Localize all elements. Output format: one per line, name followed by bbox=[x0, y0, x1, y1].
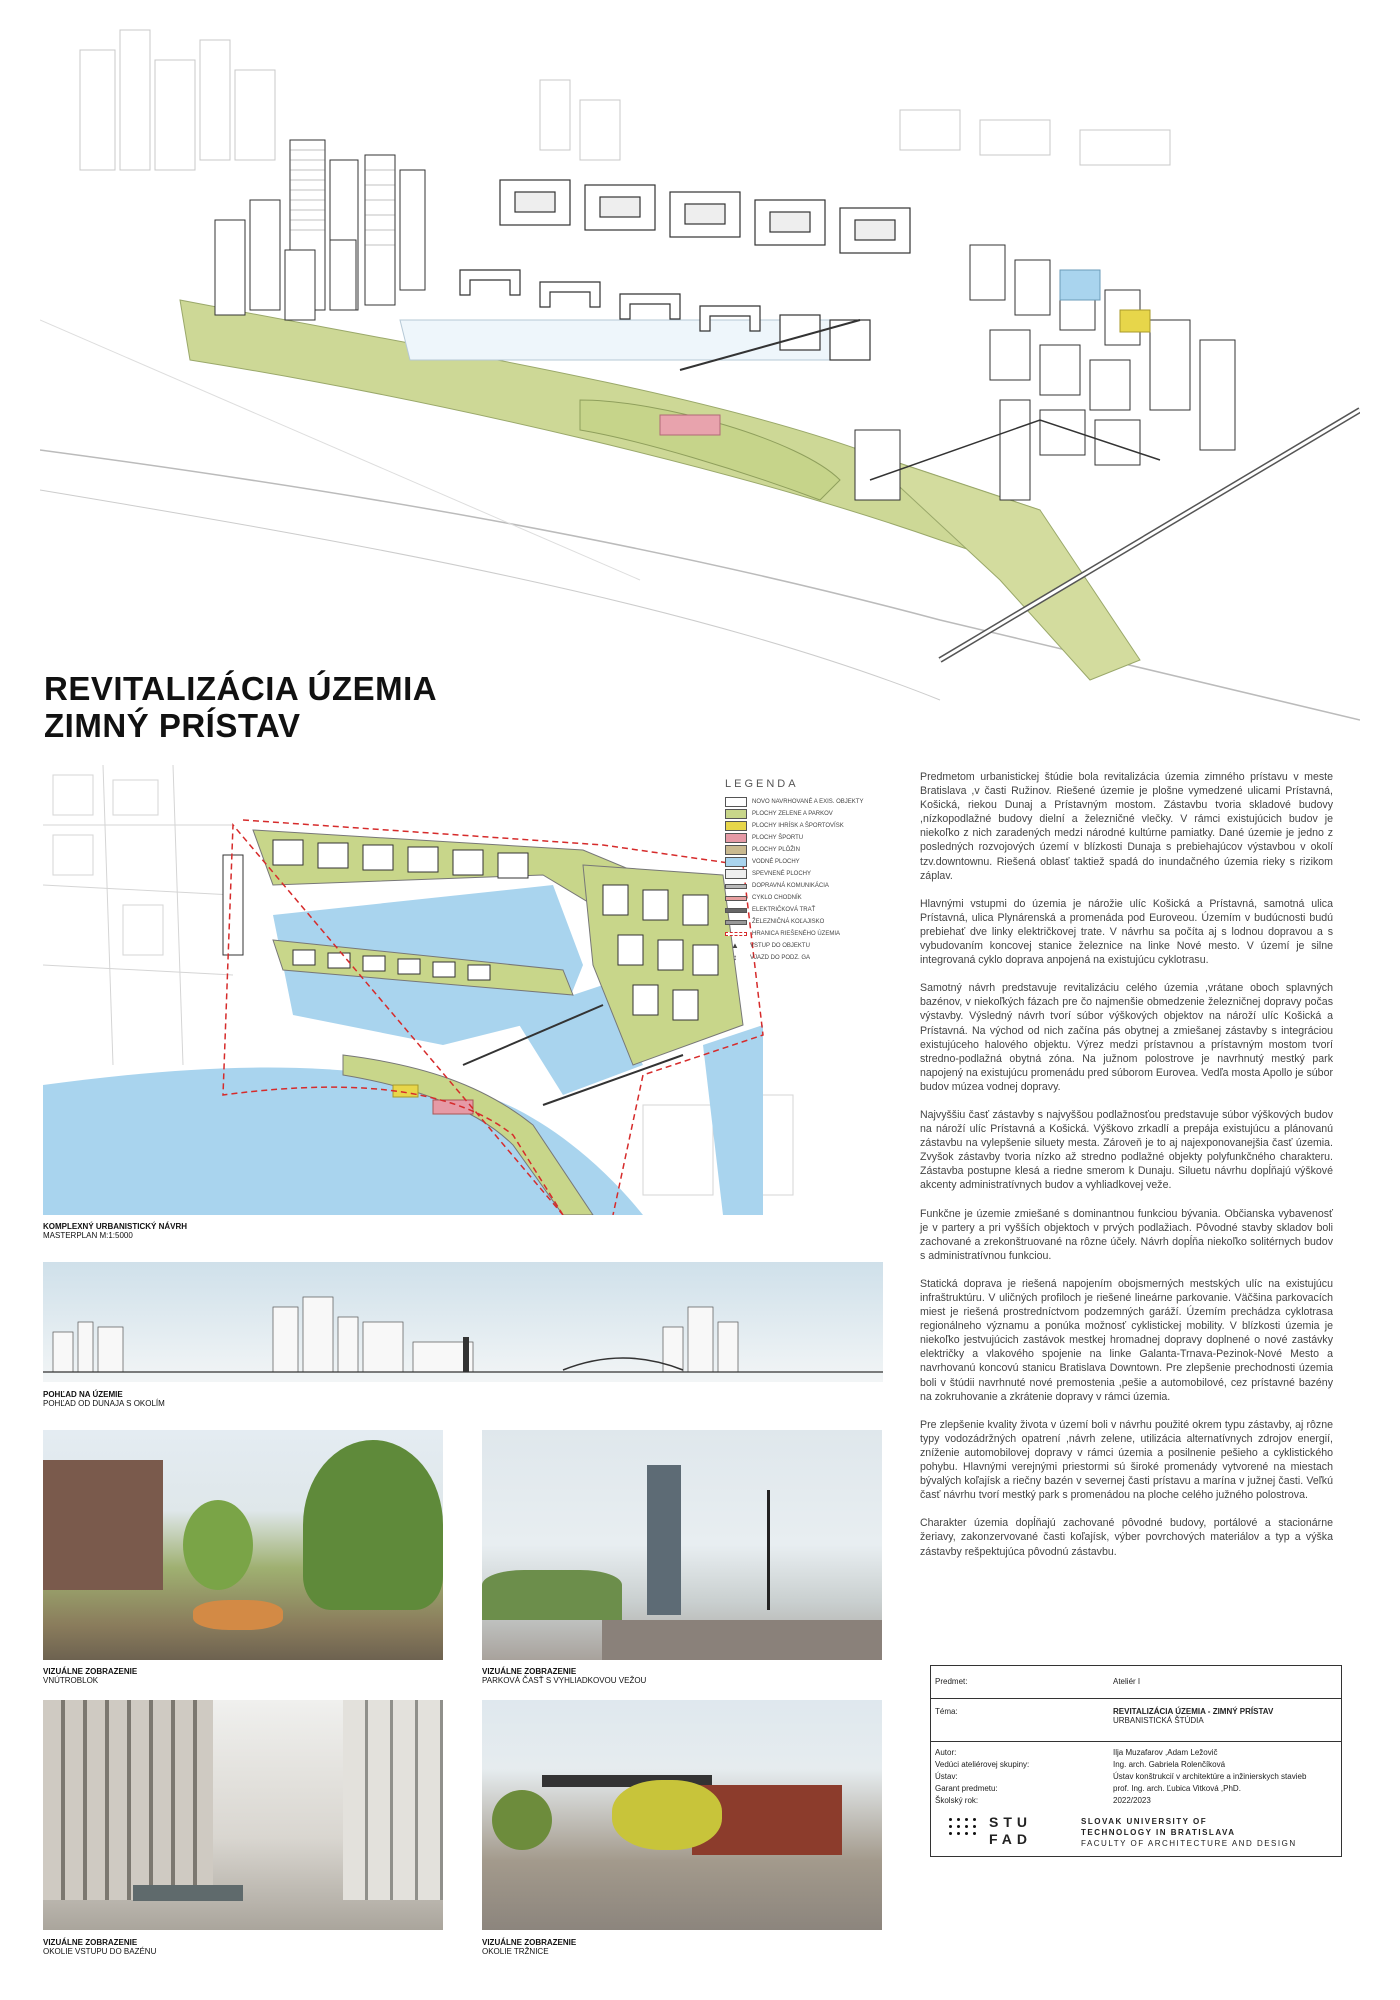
masterplan-caption bbox=[43, 1222, 187, 1240]
legend-item bbox=[725, 832, 885, 844]
greenery bbox=[482, 1570, 622, 1620]
legend-label: SPEVNENÉ PLOCHY bbox=[752, 871, 812, 877]
legend-swatch bbox=[725, 845, 747, 855]
stu-fad-logo bbox=[949, 1814, 1059, 1850]
render-courtyard-caption bbox=[43, 1667, 137, 1685]
caption-main: VIZUÁLNE ZOBRAZENIE bbox=[482, 1938, 577, 1947]
legend-item bbox=[725, 844, 885, 856]
paragraph: Najvyššiu časť zástavby s najvyššou podlažnosťou predstavuje súbor výškových budov na nároží ulíc Prístavná a Košická. Výškovo zrkadlí a prepája existujúcu a plánovanú zástavbu na vylepšenie siluety mesta. Zároveň je to aj najexponovanejšia časť územia. Zvyšok zástavby tvoria nízko až stredno podlažné objekty polyfunkčného charakteru. Zástavba postupne klesá a riedne smerom k Dunaju. Siluetu návrhu dopĺňajú výškové akcenty administratívnych budov a vyhliadkovej veže. bbox=[920, 1108, 1333, 1192]
facade-right bbox=[343, 1700, 443, 1900]
building-left bbox=[43, 1460, 163, 1590]
uni-line: TECHNOLOGY IN BRATISLAVA bbox=[1081, 1828, 1236, 1837]
legend-title: LEGENDA bbox=[725, 778, 799, 790]
legend-swatch: ↕ bbox=[733, 953, 737, 962]
playground bbox=[193, 1600, 283, 1630]
title-line-2: ZIMNÝ PRÍSTAV bbox=[44, 707, 301, 744]
info-value: REVITALIZÁCIA ÚZEMIA - ZIMNÝ PRÍSTAV bbox=[1113, 1707, 1274, 1716]
axonometric-view bbox=[40, 20, 1360, 760]
poster-title bbox=[44, 670, 437, 744]
info-value: Ústav konštrukcií v architektúre a inžinierskych stavieb bbox=[1113, 1772, 1307, 1781]
title-block bbox=[930, 1665, 1342, 1857]
university-name bbox=[1081, 1816, 1297, 1849]
legend-label: PLOCHY IHRÍSK A ŠPORTOVÍSK bbox=[752, 823, 844, 829]
info-label: Ústav: bbox=[935, 1772, 958, 1781]
legend-swatch bbox=[725, 920, 747, 925]
info-value: prof. Ing. arch. Ľubica Vitková ,PhD. bbox=[1113, 1784, 1241, 1793]
info-label: Garant predmetu: bbox=[935, 1784, 998, 1793]
legend-label: HRANICA RIEŠENÉHO ÚZEMIA bbox=[752, 931, 841, 937]
info-label: Školský rok: bbox=[935, 1796, 979, 1805]
facade-left bbox=[43, 1700, 213, 1900]
legend-label: NOVO NAVRHOVANÉ A EXIS. OBJEKTY bbox=[752, 799, 864, 805]
tree-right bbox=[303, 1440, 443, 1610]
legend-item bbox=[725, 940, 885, 952]
legend-item bbox=[725, 808, 885, 820]
render-pool-entrance-caption bbox=[43, 1938, 156, 1956]
legend-swatch bbox=[725, 884, 747, 889]
legend-swatch bbox=[725, 857, 747, 867]
paragraph: Funkčne je územie zmiešané s dominantnou funkciou bývania. Občianska vybavenosť je v partery a pri vyšších objektoch v prvých podlažiach. Pôvodné stavby skladov boli zachované a zrekonštruované na rôzne účely. Návrh dopĺňa niekoľko solitérnych budov s administratívnou funkciou. bbox=[920, 1207, 1333, 1262]
title-line-1: REVITALIZÁCIA ÚZEMIA bbox=[44, 670, 438, 707]
info-value: 2022/2023 bbox=[1113, 1796, 1151, 1805]
caption-sub: OKOLIE VSTUPU DO BAZÉNU bbox=[43, 1947, 157, 1956]
pool bbox=[133, 1885, 243, 1901]
legend-item bbox=[725, 820, 885, 832]
caption-main: KOMPLEXNÝ URBANISTICKÝ NÁVRH bbox=[43, 1222, 188, 1231]
legend-item bbox=[725, 880, 885, 892]
info-label: Autor: bbox=[935, 1748, 957, 1757]
legend-label: ŽELEZNIČNÁ KOĽAJISKO bbox=[752, 919, 825, 925]
legend-label: VSTUP DO OBJEKTU bbox=[750, 943, 810, 949]
caption-sub: VNÚTROBLOK bbox=[43, 1676, 99, 1685]
render-courtyard-image bbox=[43, 1430, 443, 1660]
viewing-tower bbox=[647, 1465, 681, 1615]
info-label: Vedúci ateliérovej skupiny: bbox=[935, 1760, 1030, 1769]
legend-item bbox=[725, 952, 885, 964]
render-market-hall-caption bbox=[482, 1938, 576, 1956]
panorama-caption bbox=[43, 1390, 165, 1408]
legend-swatch bbox=[725, 809, 747, 819]
caption-main: VIZUÁLNE ZOBRAZENIE bbox=[482, 1667, 577, 1676]
legend-label: ELEKTRIČKOVÁ TRAŤ bbox=[752, 907, 816, 913]
map-legend bbox=[725, 778, 885, 964]
legend-swatch: ▲ bbox=[731, 941, 739, 950]
legend-item bbox=[725, 868, 885, 880]
logo-dots bbox=[949, 1816, 985, 1837]
render-park-tower-image bbox=[482, 1430, 882, 1660]
render-market-hall-image bbox=[482, 1700, 882, 1930]
info-value: URBANISTICKÁ ŠTÚDIA bbox=[1113, 1716, 1204, 1725]
logo-stu: STU bbox=[989, 1814, 1032, 1830]
paragraph: Pre zlepšenie kvality života v území boli v návrhu použité okrem typu zástavby, aj rôzne typy vodozádržných opatrení ,návrh zelene, utilizácia alternatívnych zdrojov energií, zníženie automobilovej dopravy v rámci územia a posilnenie pešieho a cyklistického pohybu. Hlavnými verejnými priestormi sú široké promenády vytvorené na miestach bývalých koľajísk a riečny bazén v severnej časti prístavu a marína v južnej časti. Veľkú časť návrhu tvorí mestký park s promenádou na ploche celého južného polostrova. bbox=[920, 1418, 1333, 1502]
legend-label: CYKLO CHODNÍK bbox=[752, 895, 802, 901]
promenade bbox=[602, 1620, 882, 1660]
info-value: Ing. arch. Gabriela Rolenčíková bbox=[1113, 1760, 1226, 1769]
logo-fad: FAD bbox=[989, 1831, 1032, 1847]
legend-item bbox=[725, 916, 885, 928]
panorama-silhouette bbox=[43, 1262, 883, 1382]
paragraph: Hlavnými vstupmi do územia je nárožie ulíc Košická a Prístavná, samotná ulica Prístavná, ulica Plynárenská a promenáda pod Euroveou. Územím v budúcnosti budú prebiehať dve linky električkovej trate. V návrhu sa počíta aj s lodnou dopravou a s vybudovaním koncovej stanice železnice na linke Nové mesto. V území je silne integrovaná cyklo doprava anpojená na existujúcu cyklotrasu. bbox=[920, 897, 1333, 967]
legend-label: PLOCHY ŠPORTU bbox=[752, 835, 804, 841]
render-park-tower-caption bbox=[482, 1667, 646, 1685]
info-row-predmet bbox=[931, 1666, 1341, 1699]
legend-label: DOPRAVNÁ KOMUNIKÁCIA bbox=[752, 883, 829, 889]
caption-sub: OKOLIE TRŽNICE bbox=[482, 1947, 549, 1956]
info-value: Ateliér I bbox=[1113, 1677, 1141, 1686]
legend-label: PLOCHY ZELENE A PARKOV bbox=[752, 811, 833, 817]
tree-mid bbox=[183, 1500, 253, 1590]
legend-swatch bbox=[725, 821, 747, 831]
info-label: Predmet: bbox=[935, 1677, 968, 1686]
legend-item bbox=[725, 892, 885, 904]
legend-swatch bbox=[725, 797, 747, 807]
green-trees bbox=[492, 1790, 552, 1850]
yellow-trees bbox=[612, 1780, 722, 1850]
legend-swatch bbox=[725, 833, 747, 843]
legend-label: VJAZD DO PODZ. GA bbox=[750, 955, 811, 961]
render-pool-entrance-image bbox=[43, 1700, 443, 1930]
legend-item bbox=[725, 856, 885, 868]
description-text bbox=[920, 770, 1333, 1573]
paragraph: Charakter územia dopĺňajú zachované pôvodné budovy, portálové a stacionárne žeriavy, zakonzervované časti koľajísk, výber povrchových materiálov a typ a výška zástavby rešpektujúca pôvodnú zástavbu. bbox=[920, 1517, 1333, 1558]
legend-label: PLOCHY PLÔŽIN bbox=[752, 847, 800, 853]
info-row-tema bbox=[931, 1699, 1341, 1742]
caption-sub: MASTERPLAN M:1:5000 bbox=[43, 1231, 133, 1240]
caption-main: VIZUÁLNE ZOBRAZENIE bbox=[43, 1938, 138, 1947]
caption-main: POHĽAD NA ÚZEMIE bbox=[43, 1390, 123, 1399]
info-value: Ilja Muzafarov ,Adam Ležovič bbox=[1113, 1748, 1218, 1757]
caption-sub: PARKOVÁ ČASŤ S VYHLIADKOVOU VEŽOU bbox=[482, 1676, 647, 1685]
legend-swatch bbox=[725, 932, 747, 936]
legend-swatch bbox=[725, 896, 747, 901]
paragraph: Samotný návrh predstavuje revitalizáciu celého územia ,vrátane oboch splavných bazénov, v niekoľkých fázach pre čo najmenšie obmedzenie železničnej dopravy počas výstavby. Výsledný návrh tvorí súbor výškových objektov na nároží ulíc Košická a Prístavná. Na východ od nich začína pás obytnej a zmiešanej zástavby s integráciou existujúceho halového objektu. Výrez medzi prístavnou a prístavným mostom tvorí stredno-podlažná obytná zóna. Na južnom polostrove je navrhnutý mestký park napojený na existujúcu promenádu pred súborom Eurovea. Vedľa mosta Apollo je súbor budov múzea vodnej dopravy. bbox=[920, 982, 1333, 1093]
caption-main: VIZUÁLNE ZOBRAZENIE bbox=[43, 1667, 138, 1676]
legend-label: VODNÉ PLOCHY bbox=[752, 859, 800, 865]
caption-sub: POHĽAD OD DUNAJA S OKOLÍM bbox=[43, 1399, 165, 1408]
legend-item bbox=[725, 904, 885, 916]
lamp-post bbox=[767, 1490, 770, 1610]
legend-swatch bbox=[725, 869, 747, 879]
legend-item bbox=[725, 928, 885, 940]
uni-line: SLOVAK UNIVERSITY OF bbox=[1081, 1817, 1208, 1826]
uni-line: FACULTY OF ARCHITECTURE AND DESIGN bbox=[1081, 1839, 1297, 1848]
info-label: Téma: bbox=[935, 1707, 958, 1716]
legend-swatch bbox=[725, 908, 747, 913]
paragraph: Predmetom urbanistickej štúdie bola revitalizácia územia zimného prístavu v meste Bratislava ,v časti Ružinov. Riešené územie je plošne vymedzené ulicami Prístavná, Košická, riekou Dunaj a Prístavným mostom. Zástavbu tvoria skladové budovy ,nízkopodlažné budovy dielní a železničné vlečky. V rámci existujúcich budov je niekoľko z nich zaradených medzi národné kultúrne pamiatky. Dané územie je jedno z posledných rozvojových území v blízkosti Dunaja s prebiehajúcov výstavbou v okolí tzv.downtownu. Riešená oblasť taktiež spadá do inundačného územia rieky s rizikom záplav. bbox=[920, 771, 1333, 882]
legend-item bbox=[725, 796, 885, 808]
paragraph: Statická doprava je riešená napojením obojsmerných mestských ulíc na existujúcu infraštruktúru. V uličných profiloch je riešené lineárne parkovanie. Väčšina parkovacích miest je riešená prostredníctvom podzemných garáží. Územím prechádza cyklotrasa regionálneho významu a ponúka možnosť cyklistickej mobility. V blízkosti územia je niekoľko jestvujúcich zastávok mestkej hromadnej dopravy doplnené o nové zastávky električky a vlakového spojenie na linke Galanta-Trnava-Pezinok-Nové Mesto a navrhovanú koncovú stanicu Bratislava Downtown. Pre zlepšenie prechodnosti územia boli v štúdii navrhnuté nové premostenia ,pešie a automobilové, cez prístavné bazény na zokruhovanie a zkrátenie dopravy v rámci územia. bbox=[920, 1277, 1333, 1403]
